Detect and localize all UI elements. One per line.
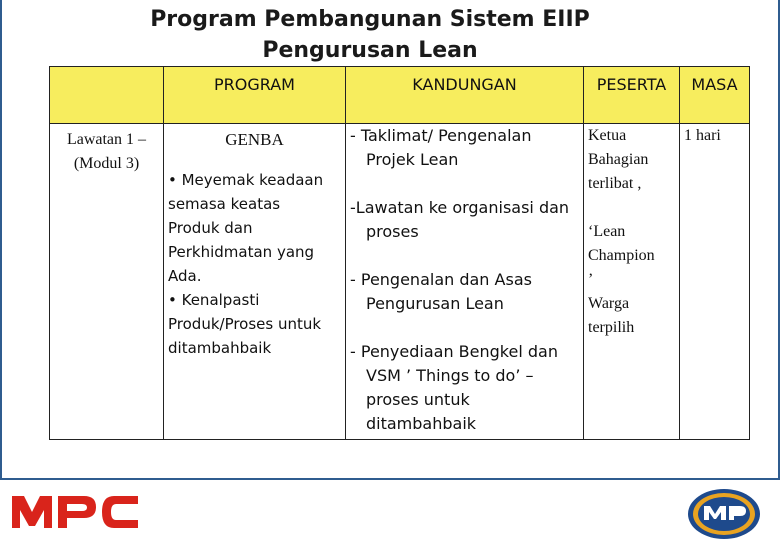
program-line: ditambahbaik <box>168 339 272 357</box>
header-cell-empty <box>50 67 164 124</box>
title-line-1: Program Pembangunan Sistem EIIP <box>150 7 590 32</box>
kandungan-item-2: -Lawatan ke organisasi dan <box>350 198 570 217</box>
activity-line-2: (Modul 3) <box>73 155 140 172</box>
kandungan-item-3: - Pengenalan dan Asas <box>350 270 532 289</box>
peserta-line: terlibat , <box>588 175 642 192</box>
kandungan-item-3-cont: Pengurusan Lean <box>366 294 504 313</box>
title-line-2: Pengurusan Lean <box>262 38 478 63</box>
program-line: semasa keatas <box>168 195 281 213</box>
program-title: GENBA <box>225 130 284 149</box>
header-masa: MASA <box>680 67 750 124</box>
kandungan-item-4-cont: VSM ’ Things to do’ – <box>366 366 534 385</box>
mpc-emblem-icon <box>686 486 762 540</box>
program-line: Ada. <box>168 267 202 285</box>
peserta-line <box>588 196 675 220</box>
header-program: PROGRAM <box>164 67 346 124</box>
peserta-line: Champion <box>588 247 655 264</box>
masa-value: 1 hari <box>684 127 721 144</box>
peserta-line: ‘Lean <box>588 223 626 240</box>
mpc-logo-icon <box>10 494 140 530</box>
header-peserta: PESERTA <box>584 67 680 124</box>
program-line: Produk dan <box>168 219 253 237</box>
table-header-row <box>50 67 750 124</box>
kandungan-item-4: - Penyediaan Bengkel dan <box>350 342 558 361</box>
table-row <box>50 124 750 440</box>
kandungan-item-1: - Taklimat/ Pengenalan <box>350 126 532 145</box>
program-line: • Kenalpasti <box>168 291 260 309</box>
mpc-logo <box>10 494 140 535</box>
program-table <box>49 66 750 440</box>
mpc-emblem <box>686 486 762 545</box>
activity-cell <box>50 124 164 440</box>
kandungan-item-4-cont: ditambahbaik <box>366 414 477 433</box>
peserta-line: Warga <box>588 295 630 312</box>
header-kandungan: KANDUNGAN <box>346 67 584 124</box>
program-line: Perkhidmatan yang <box>168 243 315 261</box>
masa-cell <box>680 124 750 440</box>
program-line: • Meyemak keadaan <box>168 171 324 189</box>
program-cell <box>164 124 346 440</box>
kandungan-cell <box>346 124 584 440</box>
kandungan-item-4-cont: proses untuk <box>366 390 470 409</box>
slide-title <box>120 4 620 66</box>
peserta-cell <box>584 124 680 440</box>
peserta-line: ’ <box>588 271 594 288</box>
peserta-line: Ketua <box>588 127 627 144</box>
peserta-line: Bahagian <box>588 151 649 168</box>
peserta-line: terpilih <box>588 319 635 336</box>
activity-line-1: Lawatan 1 – <box>66 131 147 148</box>
program-line: Produk/Proses untuk <box>168 315 322 333</box>
kandungan-item-2-cont: proses <box>366 222 419 241</box>
kandungan-item-1-cont: Projek Lean <box>366 150 459 169</box>
